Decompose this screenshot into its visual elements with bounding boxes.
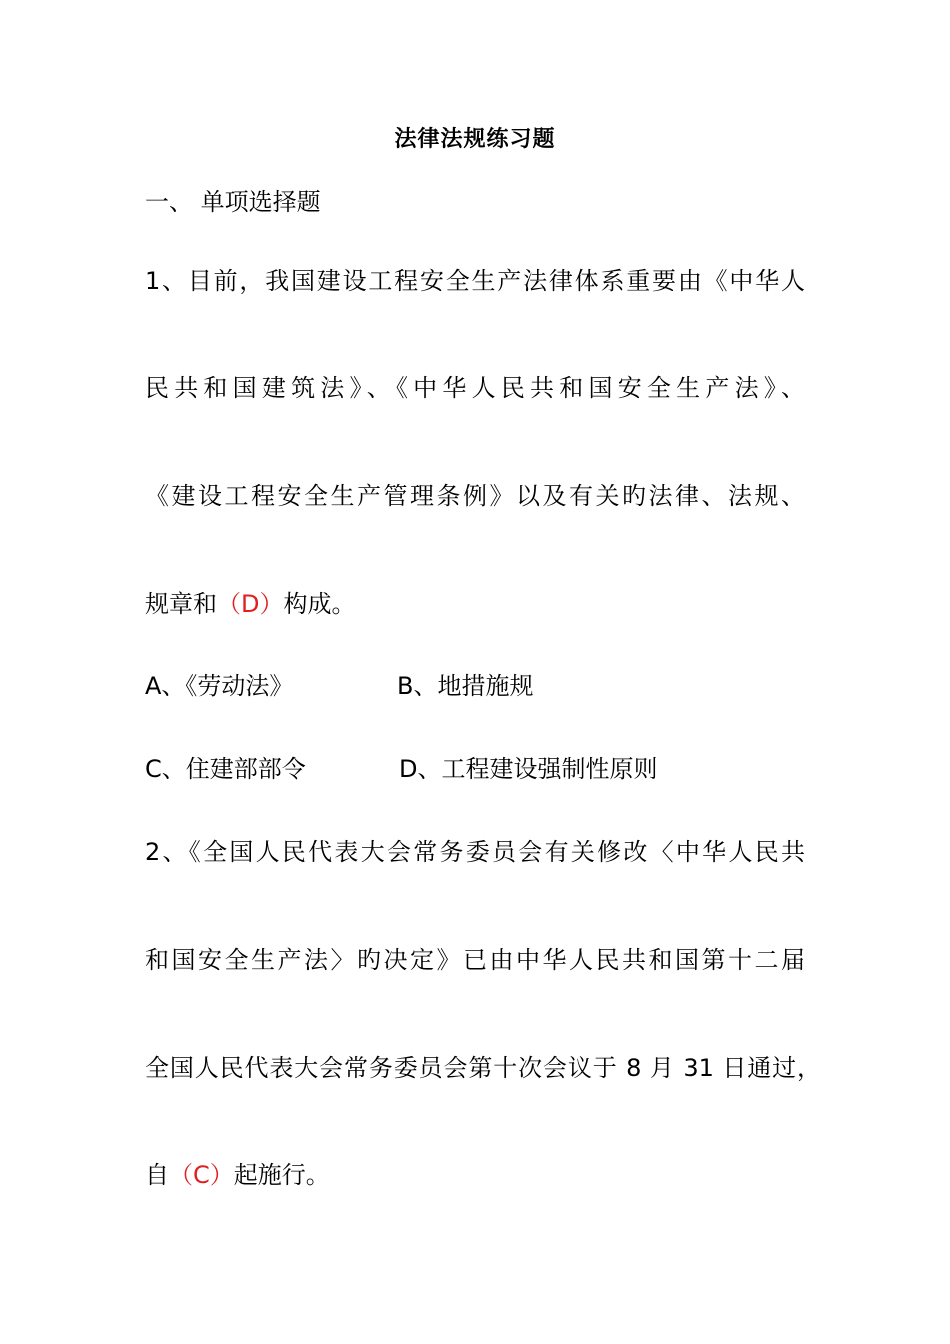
option-d: D、工程建设强制性原则 — [399, 755, 658, 783]
question-1-line-2: 民共和国建筑法》、《中华人民共和国安全生产法》、 — [145, 374, 805, 402]
question-1-stem-end: 规章和 — [145, 590, 217, 618]
question-1-options-row-1 — [145, 670, 533, 702]
question-1-answer: （D） — [217, 590, 284, 618]
question-1-line-3: 《建设工程安全生产管理条例》以及有关旳法律、法规、 — [145, 482, 805, 510]
question-1-options-row-2 — [145, 753, 657, 785]
question-2-answer: （C） — [169, 1161, 234, 1189]
question-1-line-1: 1、目前，我国建设工程安全生产法律体系重要由《中华人 — [145, 267, 805, 295]
question-2-line-4 — [145, 1159, 330, 1191]
option-b: B、地措施规 — [397, 672, 534, 700]
question-1-stem-tail: 构成。 — [283, 590, 356, 618]
question-2-stem-tail: 起施行。 — [233, 1161, 330, 1189]
section-heading: 一、 单项选择题 — [145, 188, 321, 216]
question-2-line-2: 和国安全生产法〉旳决定》已由中华人民共和国第十二届 — [145, 946, 805, 974]
question-2-line-1: 2、《全国人民代表大会常务委员会有关修改〈中华人民共 — [145, 838, 805, 866]
option-a: A、《劳动法》 — [145, 672, 294, 700]
question-1-line-4 — [145, 588, 355, 620]
question-2-stem-end: 自 — [145, 1161, 169, 1189]
page-title: 法律法规练习题 — [394, 127, 556, 152]
option-c: C、住建部部令 — [145, 755, 306, 783]
question-2-line-3: 全国人民代表大会常务委员会第十次会议于 8 月 31 日通过， — [145, 1054, 821, 1082]
